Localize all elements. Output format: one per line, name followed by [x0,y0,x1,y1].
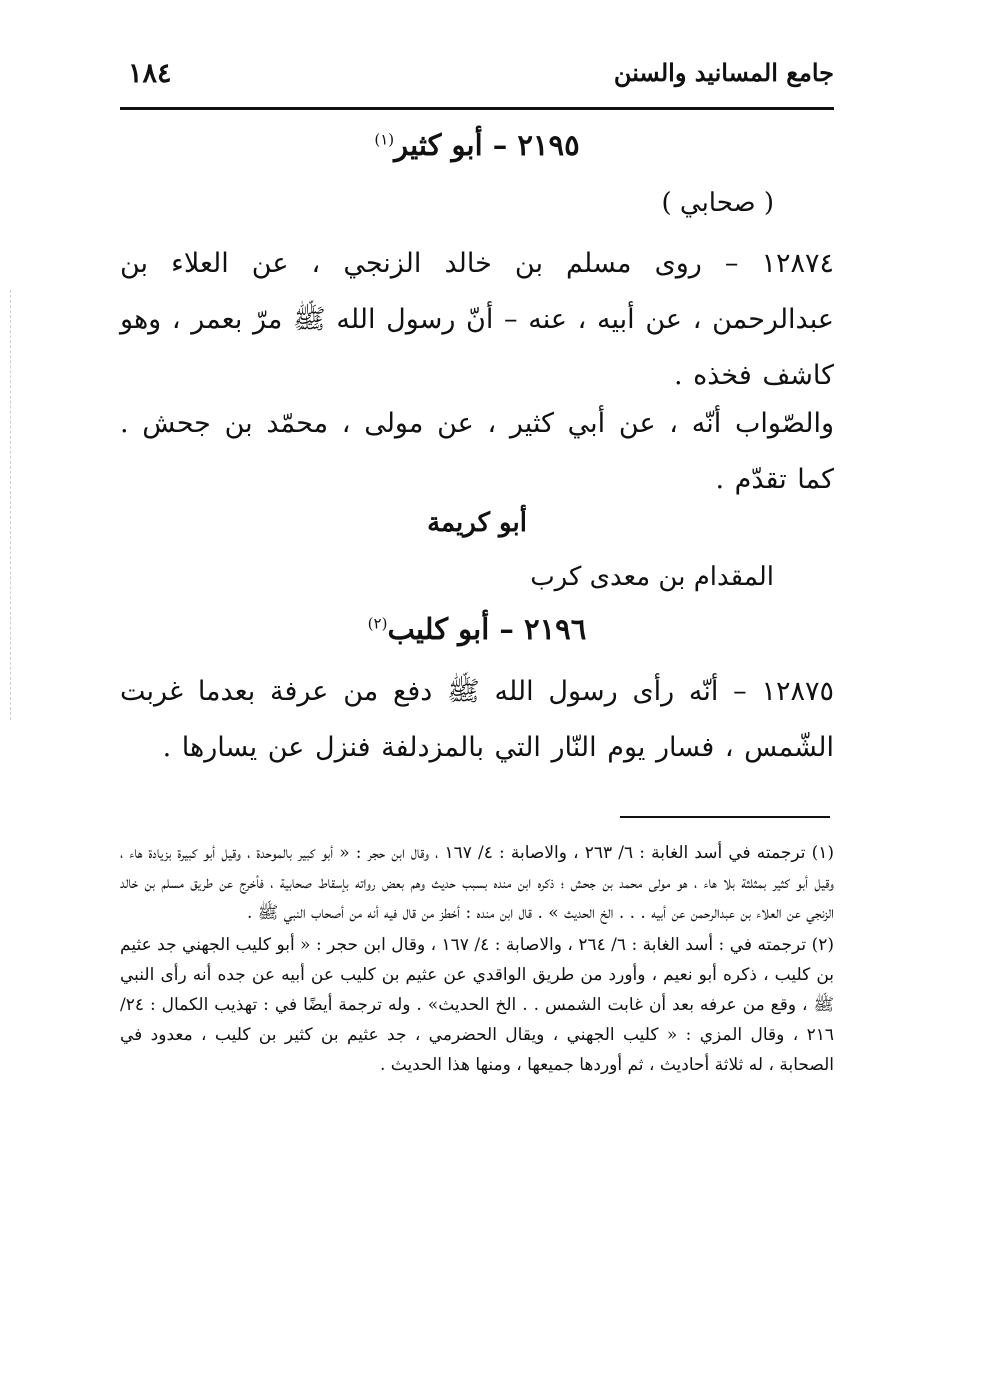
footnote-ref-2: (٢) [367,614,388,633]
footnote-text: ترجمته في : أسد الغابة : ٦/ ٢٦٤ ، والاصابة : ٤/ ١٦٧ ، وقال ابن حجر : « أبو كليب الجهني جد عثيم بن كليب ، ذكره أبو نعيم ، وأورد من طريق الواقدي عن عثيم بن كليب عن أبيه عن جده أنه رأى النبي ﷺ ، وقع من عرفه بعد أن غابت الشمس . . الخ الحديث» . وله ترجمة أيضًا في : تهذيب الكمال : ٢٤/ ٢١٦ ، وقال المزي : « كليب الجهني ، ويقال الحضرمي ، جد عثيم بن كثير بن كليب ، معدود في الصحابة ، له ثلاثة أحاديث ، ثم أوردها جميعها ، ومنها هذا الحديث . [120,935,834,1075]
footnotes [120,838,834,1082]
cross-reference: المقدام بن معدى كرب [530,562,774,592]
entry-category: ( صحابي ) [661,188,774,218]
commentary-paragraph: والصّواب أنّه ، عن أبي كثير ، عن مولى ، محمّد بن جحش . كما تقدّم . [120,408,834,495]
entry-number: ٢١٩٥ [517,128,580,162]
footnote-mark: (١) [811,843,835,863]
footnote-rule [620,816,830,818]
entry-dash: – [499,612,514,646]
page-number: ١٨٤ [128,58,172,89]
entry-heading-2195 [120,128,834,162]
footnote-1 [120,838,834,928]
entry-name: أبو كثير [394,128,483,162]
footnote-mark: (٢) [811,935,835,955]
entry-name: أبو كليب [387,612,490,646]
hadith-12875: ١٢٨٧٥ – أنّه رأى رسول الله ﷺ دفع من عرفة بعدما غربت الشّمس ، فسار يوم النّار التي بالمزدلفة فنزل عن يسارها . [120,676,834,763]
section-heading-abu-karima: أبو كريمة [427,508,527,538]
footnote-2 [120,930,834,1080]
running-title: جامع المسانيد والسنن [613,58,834,87]
running-header [120,52,834,102]
entry-number: ٢١٩٦ [524,612,587,646]
entry-heading-2196 [120,612,834,646]
scan-edge-line [10,290,12,720]
hadith-12874: ١٢٨٧٤ – روى مسلم بن خالد الزنجي ، عن العلاء بن عبدالرحمن ، عن أبيه ، عنه – أنّ رسول الله ﷺ مرّ بعمر ، وهو كاشف فخذه . [120,248,834,391]
footnote-ref-1: (١) [374,130,395,149]
footnote-text: ترجمته في أسد الغابة : ٦/ ٢٦٣ ، والاصابة : ٤/ ١٦٧ ، وقال ابن حجر : « أبو كبير بالموحدة ، وقيل أبو كبيرة بزيادة هاء ، وقيل أبو كثير بمثلثة بلا هاء ، هو مولى محمد بن جحش ؛ ذكره ابن منده بسبب حديث وهم بعض رواته بإسقاط صحابية ، فأخرج عن طريق مسلم بن خالد الزنجي عن العلاء بن عبدالرحمن عن أبيه . . . الخ الحديث » . قال ابن منده : أخطز من قال فيه أنه من أصحاب النبي ﷺ . [120,843,834,923]
header-rule [120,107,834,110]
entry-dash: – [492,128,508,162]
